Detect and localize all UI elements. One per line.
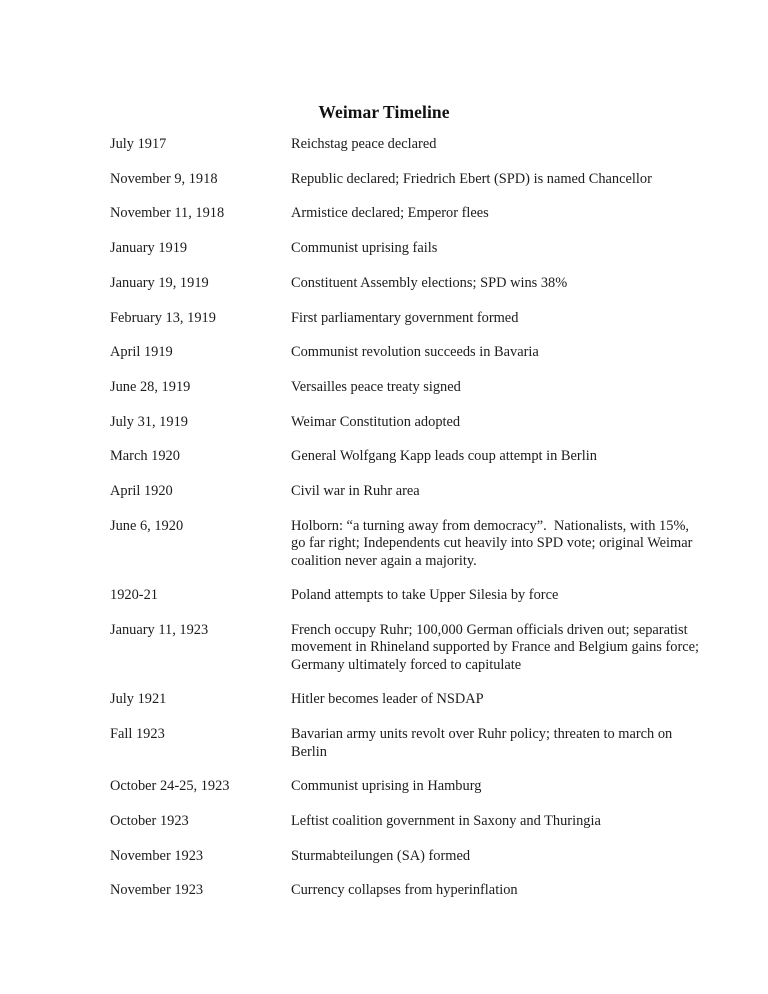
timeline-entry-event: Reichstag peace declared	[291, 136, 437, 152]
timeline-entry-date: Fall 1923	[110, 726, 165, 743]
timeline-entry	[110, 275, 710, 292]
timeline-entry	[110, 136, 710, 153]
timeline-entry	[110, 726, 710, 761]
timeline-entry	[110, 171, 710, 188]
timeline-entry	[110, 414, 710, 431]
timeline-entry-date: June 28, 1919	[110, 378, 191, 395]
timeline-entry	[110, 379, 710, 396]
timeline-entry	[110, 848, 710, 865]
timeline-entry	[110, 518, 710, 570]
timeline-entry-date: July 1921	[110, 691, 167, 708]
timeline-entry-date: February 13, 1919	[110, 309, 216, 326]
timeline-entry-date: November 1923	[110, 882, 204, 899]
timeline-entry-date: July 1917	[110, 136, 167, 152]
timeline-entry	[110, 240, 710, 257]
timeline-entry	[110, 882, 710, 899]
timeline-entry-event: Communist uprising in Hamburg	[291, 778, 482, 795]
timeline-entry-event: Sturmabteilungen (SA) formed	[291, 847, 471, 864]
timeline-entry	[110, 483, 710, 500]
timeline-entry	[110, 205, 710, 222]
timeline-entry-date: January 1919	[110, 240, 188, 257]
timeline-entry-date: January 19, 1919	[110, 274, 209, 291]
timeline-entry-date: April 1919	[110, 344, 173, 361]
timeline-entry-date: November 11, 1918	[110, 205, 225, 222]
timeline-entry	[110, 587, 710, 604]
timeline-entry-event: Poland attempts to take Upper Silesia by force	[291, 587, 559, 604]
timeline-entry-event: General Wolfgang Kapp leads coup attempt in Berlin	[291, 448, 597, 465]
timeline-entry-date: November 1923	[110, 847, 204, 864]
timeline-entry	[110, 813, 710, 830]
timeline-entry-event: Weimar Constitution adopted	[291, 413, 461, 430]
timeline-entry-date: July 31, 1919	[110, 413, 188, 430]
timeline-entry-event: Armistice declared; Emperor flees	[291, 205, 489, 222]
timeline-entry-event: Communist revolution succeeds in Bavaria	[291, 344, 539, 361]
timeline-entry-event: Currency collapses from hyperinflation	[291, 882, 518, 899]
timeline-entry-event: Hitler becomes leader of NSDAP	[291, 691, 484, 708]
timeline-entry-event: Bavarian army units revolt over Ruhr policy; threaten to march on Berlin	[291, 726, 676, 760]
timeline-entry-event: Republic declared; Friedrich Ebert (SPD) is named Chancellor	[291, 170, 652, 187]
timeline-entry-event: Communist uprising fails	[291, 240, 438, 257]
timeline-entry-date: November 9, 1918	[110, 170, 218, 187]
timeline-entry-event: Holborn: “a turning away from democracy”. Nationalists, with 15%, go far right; Independents cut heavily into SPD vote; original Weimar coalition never again a majority.	[291, 517, 697, 569]
timeline-entry-event: Leftist coalition government in Saxony and Thuringia	[291, 812, 601, 829]
timeline-entry-event: French occupy Ruhr; 100,000 German officials driven out; separatist movement in Rhineland supported by France and Belgium gains force; Germany ultimately forced to capitulate	[291, 621, 703, 673]
timeline-entry	[110, 344, 710, 361]
timeline-list	[110, 136, 710, 917]
timeline-entry	[110, 778, 710, 795]
timeline-entry	[110, 448, 710, 465]
timeline-entry-date: 1920-21	[110, 587, 158, 604]
timeline-entry-date: April 1920	[110, 483, 173, 500]
timeline-entry-date: March 1920	[110, 448, 180, 465]
timeline-entry-date: October 24-25, 1923	[110, 778, 230, 795]
timeline-entry-event: Constituent Assembly elections; SPD wins 38%	[291, 274, 568, 291]
timeline-entry	[110, 310, 710, 327]
timeline-entry-event: Civil war in Ruhr area	[291, 483, 420, 500]
timeline-entry-date: October 1923	[110, 812, 189, 829]
timeline-entry-date: January 11, 1923	[110, 621, 209, 638]
timeline-entry	[110, 691, 710, 708]
timeline-entry-event: First parliamentary government formed	[291, 309, 519, 326]
timeline-entry-event: Versailles peace treaty signed	[291, 378, 461, 395]
timeline-entry	[110, 622, 710, 674]
timeline-entry-date: June 6, 1920	[110, 517, 184, 534]
page-title: Weimar Timeline	[318, 101, 450, 122]
